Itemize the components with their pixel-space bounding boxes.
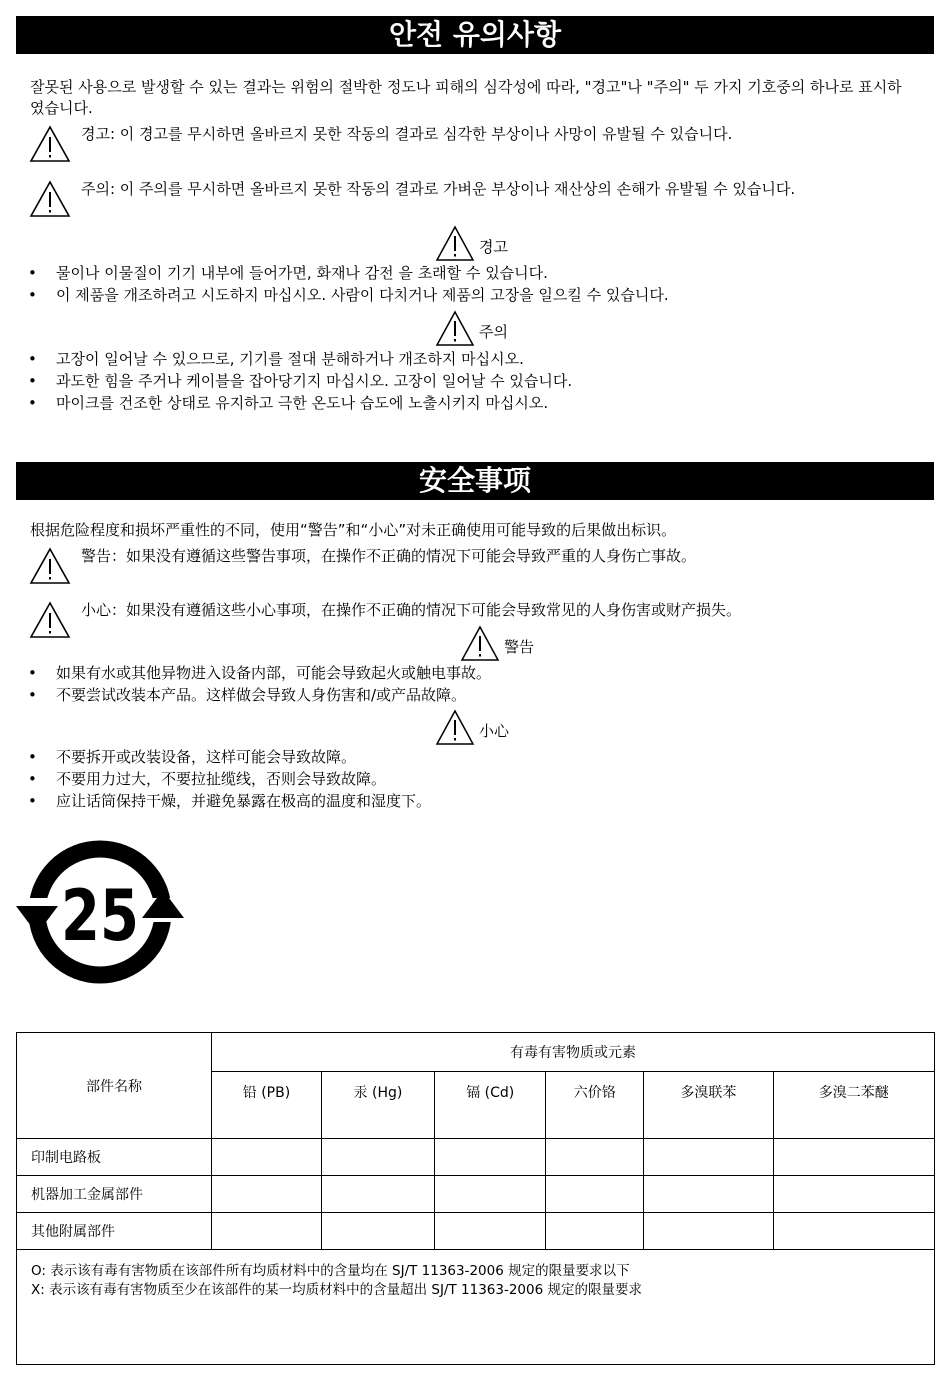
bullet: • — [28, 686, 37, 704]
table-cell — [644, 1176, 773, 1213]
bullet: • — [28, 770, 37, 788]
table-cell — [773, 1176, 934, 1213]
list-item-text: 如果有水或其他异物进入设备内部，可能会导致起火或触电事故。 — [56, 664, 492, 682]
substance-header-pbde: 多溴二苯醚 — [773, 1072, 934, 1139]
part-name-cell: 印制电路板 — [17, 1139, 212, 1176]
chinese-warning-heading-label: 警告 — [504, 638, 535, 656]
korean-warning-def-text: 경고: 이 경고를 무시하면 올바르지 못한 작동의 결과로 심각한 부상이나 사망이 유발될 수 있습니다. — [81, 125, 733, 143]
list-item — [28, 348, 572, 370]
substances-header: 有毒有害物质或元素 — [212, 1033, 935, 1072]
table-cell — [773, 1213, 934, 1250]
bullet: • — [28, 394, 37, 412]
substance-header-mercury: 汞 (Hg) — [321, 1072, 434, 1139]
list-item-text: 应让话筒保持干燥，并避免暴露在极高的温度和湿度下。 — [56, 792, 432, 810]
warning-triangle-icon — [28, 546, 72, 586]
table-cell — [212, 1213, 322, 1250]
list-item-text: 不要用力过大，不要拉扯缆线，否则会导致故障。 — [56, 770, 387, 788]
list-item-text: 이 제품을 개조하려고 시도하지 마십시오. 사람이 다치거나 제품의 고장을 일으킬 수 있습니다. — [56, 286, 669, 304]
list-item-text: 고장이 일어날 수 있으므로, 기기를 절대 분해하거나 개조하지 마십시오. — [56, 350, 524, 368]
table-cell — [212, 1139, 322, 1176]
table-row — [17, 1213, 935, 1250]
part-name-cell: 其他附属部件 — [17, 1213, 212, 1250]
list-item — [28, 370, 572, 392]
list-item-text: 물이나 이물질이 기기 내부에 들어가면, 화재나 감전 을 초래할 수 있습니다. — [56, 264, 548, 282]
table-cell — [212, 1176, 322, 1213]
list-item — [28, 662, 491, 684]
warning-triangle-icon — [435, 225, 475, 263]
caution-triangle-icon — [435, 709, 475, 747]
korean-caution-heading-label: 주의 — [479, 323, 508, 341]
korean-intro: 잘못된 사용으로 발생할 수 있는 결과는 위험의 절박한 정도나 피해의 심각성에 따라, "경고"나 "주의" 두 가지 기호중의 하나로 표시하였습니다. — [30, 78, 902, 117]
list-item-text: 마이크를 건조한 상태로 유지하고 극한 온도나 습도에 노출시키지 마십시오. — [56, 394, 549, 412]
substance-header-lead: 铅 (PB) — [212, 1072, 322, 1139]
bullet: • — [28, 792, 37, 810]
warning-triangle-icon — [28, 124, 72, 164]
caution-triangle-icon — [28, 600, 72, 640]
chinese-caution-def-text: 小心：如果没有遵循这些小心事项，在操作不正确的情况下可能会导致常见的人身伤害或财产损失。 — [81, 601, 742, 619]
eco-use-period-logo — [14, 838, 186, 986]
list-item — [28, 684, 491, 706]
chinese-warning-list — [28, 662, 491, 706]
table-cell — [321, 1213, 434, 1250]
table-cell — [546, 1139, 644, 1176]
table-cell — [321, 1176, 434, 1213]
table-row — [17, 1139, 935, 1176]
part-name-header: 部件名称 — [17, 1033, 212, 1139]
substance-header-chromium: 六价铬 — [546, 1072, 644, 1139]
list-item — [28, 284, 669, 306]
chinese-title-banner: 安全事项 — [16, 462, 934, 500]
table-cell — [321, 1139, 434, 1176]
list-item — [28, 768, 431, 790]
korean-warning-heading-label: 경고 — [479, 238, 508, 256]
list-item — [28, 262, 669, 284]
substance-header-cadmium: 镉 (Cd) — [435, 1072, 546, 1139]
table-cell — [435, 1213, 546, 1250]
list-item-text: 不要拆开或改装设备，这样可能会导致故障。 — [56, 748, 357, 766]
bullet: • — [28, 664, 37, 682]
table-cell — [546, 1176, 644, 1213]
korean-warning-list — [28, 262, 669, 306]
table-cell — [546, 1213, 644, 1250]
chinese-caution-list — [28, 746, 431, 812]
bullet: • — [28, 286, 37, 304]
part-name-cell: 机器加工金属部件 — [17, 1176, 212, 1213]
bullet: • — [28, 264, 37, 282]
table-cell — [773, 1139, 934, 1176]
bullet: • — [28, 748, 37, 766]
eco-logo-number: 25 — [61, 874, 139, 957]
korean-title-banner: 안전 유의사항 — [16, 16, 934, 54]
table-cell — [644, 1139, 773, 1176]
list-item — [28, 746, 431, 768]
bullet: • — [28, 372, 37, 390]
table-row — [17, 1176, 935, 1213]
warning-triangle-icon — [460, 625, 500, 663]
bullet: • — [28, 350, 37, 368]
hazardous-substances-table — [16, 1032, 935, 1365]
list-item — [28, 790, 431, 812]
caution-triangle-icon — [28, 179, 72, 219]
table-cell — [644, 1213, 773, 1250]
table-cell — [435, 1139, 546, 1176]
table-cell — [435, 1176, 546, 1213]
list-item-text: 과도한 힘을 주거나 케이블을 잡아당기지 마십시오. 고장이 일어날 수 있습니다. — [56, 372, 573, 390]
caution-triangle-icon — [435, 310, 475, 348]
table-notes — [17, 1250, 935, 1365]
chinese-warning-def-text: 警告：如果没有遵循这些警告事项，在操作不正确的情况下可能会导致严重的人身伤亡事故。 — [81, 547, 697, 565]
korean-caution-def-text: 주의: 이 주의를 무시하면 올바르지 못한 작동의 결과로 가벼운 부상이나 재산상의 손해가 유발될 수 있습니다. — [81, 180, 796, 198]
substance-header-pbb: 多溴联苯 — [644, 1072, 773, 1139]
korean-caution-list — [28, 348, 572, 414]
list-item — [28, 392, 572, 414]
note-o: O: 表示该有毒有害物质在该部件所有均质材料中的含量均在 SJ/T 11363-2006 规定的限量要求以下 — [31, 1263, 630, 1279]
chinese-intro: 根据危险程度和损坏严重性的不同，使用“警告”和“小心”对未正确使用可能导致的后果做出标识。 — [30, 521, 677, 539]
list-item-text: 不要尝试改装本产品。这样做会导致人身伤害和/或产品故障。 — [56, 686, 467, 704]
chinese-caution-heading-label: 小心 — [479, 722, 510, 740]
note-x: X: 表示该有毒有害物质至少在该部件的某一均质材料中的含量超出 SJ/T 11363-2006 规定的限量要求 — [31, 1282, 642, 1298]
